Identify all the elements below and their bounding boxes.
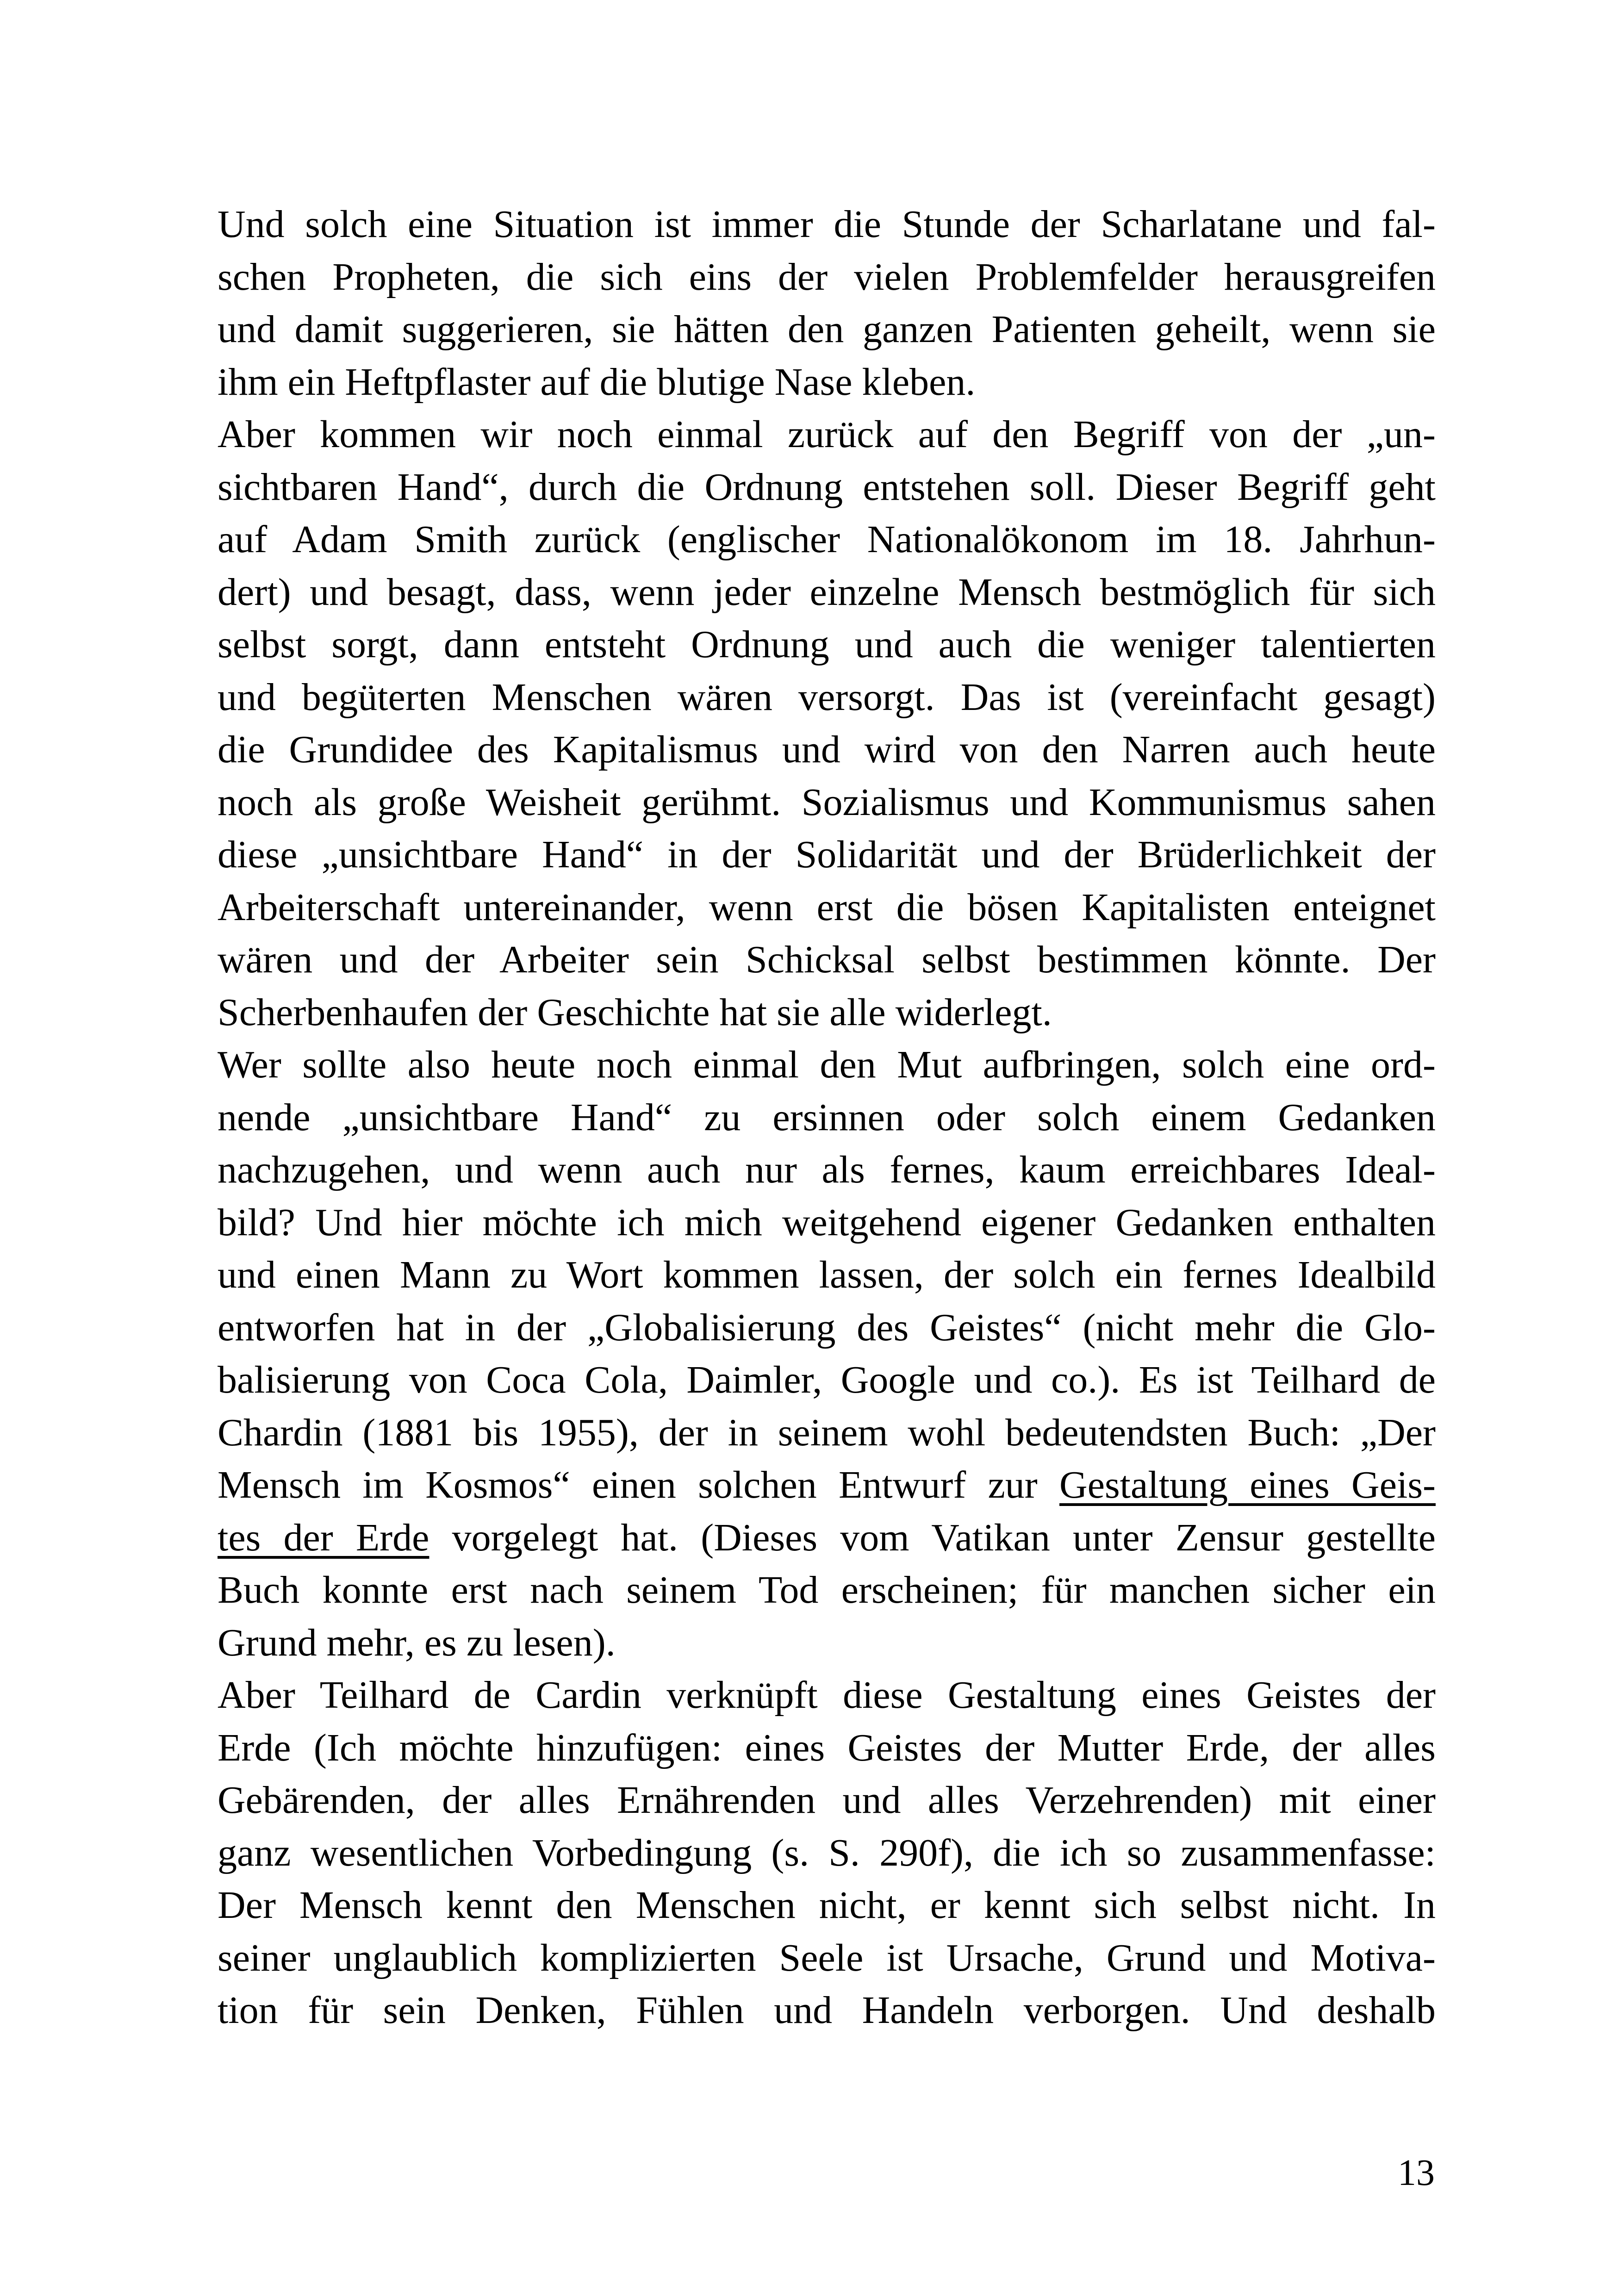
text-segment: Mensch im Kosmos“ einen solchen Entwurf zur: [218, 1463, 1060, 1506]
text-line: Aber kommen wir noch einmal zurück auf den Begriff von der „un-: [218, 413, 1436, 456]
text-line: ihm ein Heftpflaster auf die blutige Nase kleben.: [218, 360, 976, 404]
text-segment: vorgelegt hat. (Dieses vom Vatikan unter Zensur gestellte: [429, 1516, 1436, 1559]
text-line: [218, 1512, 1436, 1564]
text-line: schen Propheten, die sich eins der vielen Problemfelder herausgreifen: [218, 255, 1436, 299]
text-line: und damit suggerieren, sie hätten den ganzen Patienten geheilt, wenn sie: [218, 308, 1436, 351]
text-line: Grund mehr, es zu lesen).: [218, 1621, 616, 1664]
text-line: balisierung von Coca Cola, Daimler, Google und co.). Es ist Teilhard de: [218, 1358, 1436, 1401]
underlined-text: tes der Erde: [218, 1516, 429, 1559]
text-line: diese „unsichtbare Hand“ in der Solidarität und der Brüderlichkeit der: [218, 833, 1436, 876]
page-number: 13: [1398, 2153, 1435, 2193]
underlined-text: Gestaltung eines Geis-: [1059, 1463, 1436, 1506]
text-line: nachzugehen, und wenn auch nur als fernes, kaum erreichbares Ideal-: [218, 1148, 1436, 1191]
body-text: [218, 198, 1436, 2037]
text-line: dert) und besagt, dass, wenn jeder einzelne Mensch bestmöglich für sich: [218, 570, 1436, 614]
text-line: Erde (Ich möchte hinzufügen: eines Geistes der Mutter Erde, der alles: [218, 1726, 1436, 1769]
text-line: Buch konnte erst nach seinem Tod erscheinen; für manchen sicher ein: [218, 1568, 1436, 1612]
text-line: auf Adam Smith zurück (englischer Nationalökonom im 18. Jahrhun-: [218, 518, 1436, 561]
text-line: selbst sorgt, dann entsteht Ordnung und auch die weniger talentierten: [218, 623, 1436, 666]
text-line: Der Mensch kennt den Menschen nicht, er kennt sich selbst nicht. In: [218, 1884, 1436, 1927]
text-line: tion für sein Denken, Fühlen und Handeln verborgen. Und deshalb: [218, 1989, 1436, 2032]
text-line: ganz wesentlichen Vorbedingung (s. S. 290f), die ich so zusammenfasse:: [218, 1831, 1436, 1874]
text-line: Aber Teilhard de Cardin verknüpft diese Gestaltung eines Geistes der: [218, 1674, 1436, 1717]
text-line: nende „unsichtbare Hand“ zu ersinnen oder solch einem Gedanken: [218, 1095, 1436, 1139]
text-line: Scherbenhaufen der Geschichte hat sie alle widerlegt.: [218, 990, 1052, 1034]
text-line: sichtbaren Hand“, durch die Ordnung entstehen soll. Dieser Begriff geht: [218, 465, 1436, 509]
text-line: noch als große Weisheit gerühmt. Sozialismus und Kommunismus sahen: [218, 780, 1436, 824]
text-line: die Grundidee des Kapitalismus und wird von den Narren auch heute: [218, 728, 1436, 771]
text-line: Gebärenden, der alles Ernährenden und alles Verzehrenden) mit einer: [218, 1779, 1436, 1822]
text-line: wären und der Arbeiter sein Schicksal selbst bestimmen könnte. Der: [218, 938, 1436, 981]
text-line: Wer sollte also heute noch einmal den Mut aufbringen, solch eine ord-: [218, 1043, 1436, 1086]
text-line: seiner unglaublich komplizierten Seele ist Ursache, Grund und Motiva-: [218, 1936, 1436, 1979]
text-line: bild? Und hier möchte ich mich weitgehend eigener Gedanken enthalten: [218, 1201, 1436, 1244]
text-line: Arbeiterschaft untereinander, wenn erst die bösen Kapitalisten enteignet: [218, 885, 1436, 929]
text-line: und einen Mann zu Wort kommen lassen, der solch ein fernes Idealbild: [218, 1253, 1436, 1296]
text-line: [218, 1459, 1436, 1512]
text-line: Chardin (1881 bis 1955), der in seinem wohl bedeutendsten Buch: „Der: [218, 1411, 1436, 1454]
text-line: und begüterten Menschen wären versorgt. Das ist (vereinfacht gesagt): [218, 675, 1436, 719]
text-line: entworfen hat in der „Globalisierung des Geistes“ (nicht mehr die Glo-: [218, 1306, 1436, 1349]
text-line: Und solch eine Situation ist immer die Stunde der Scharlatane und fal-: [218, 203, 1436, 246]
